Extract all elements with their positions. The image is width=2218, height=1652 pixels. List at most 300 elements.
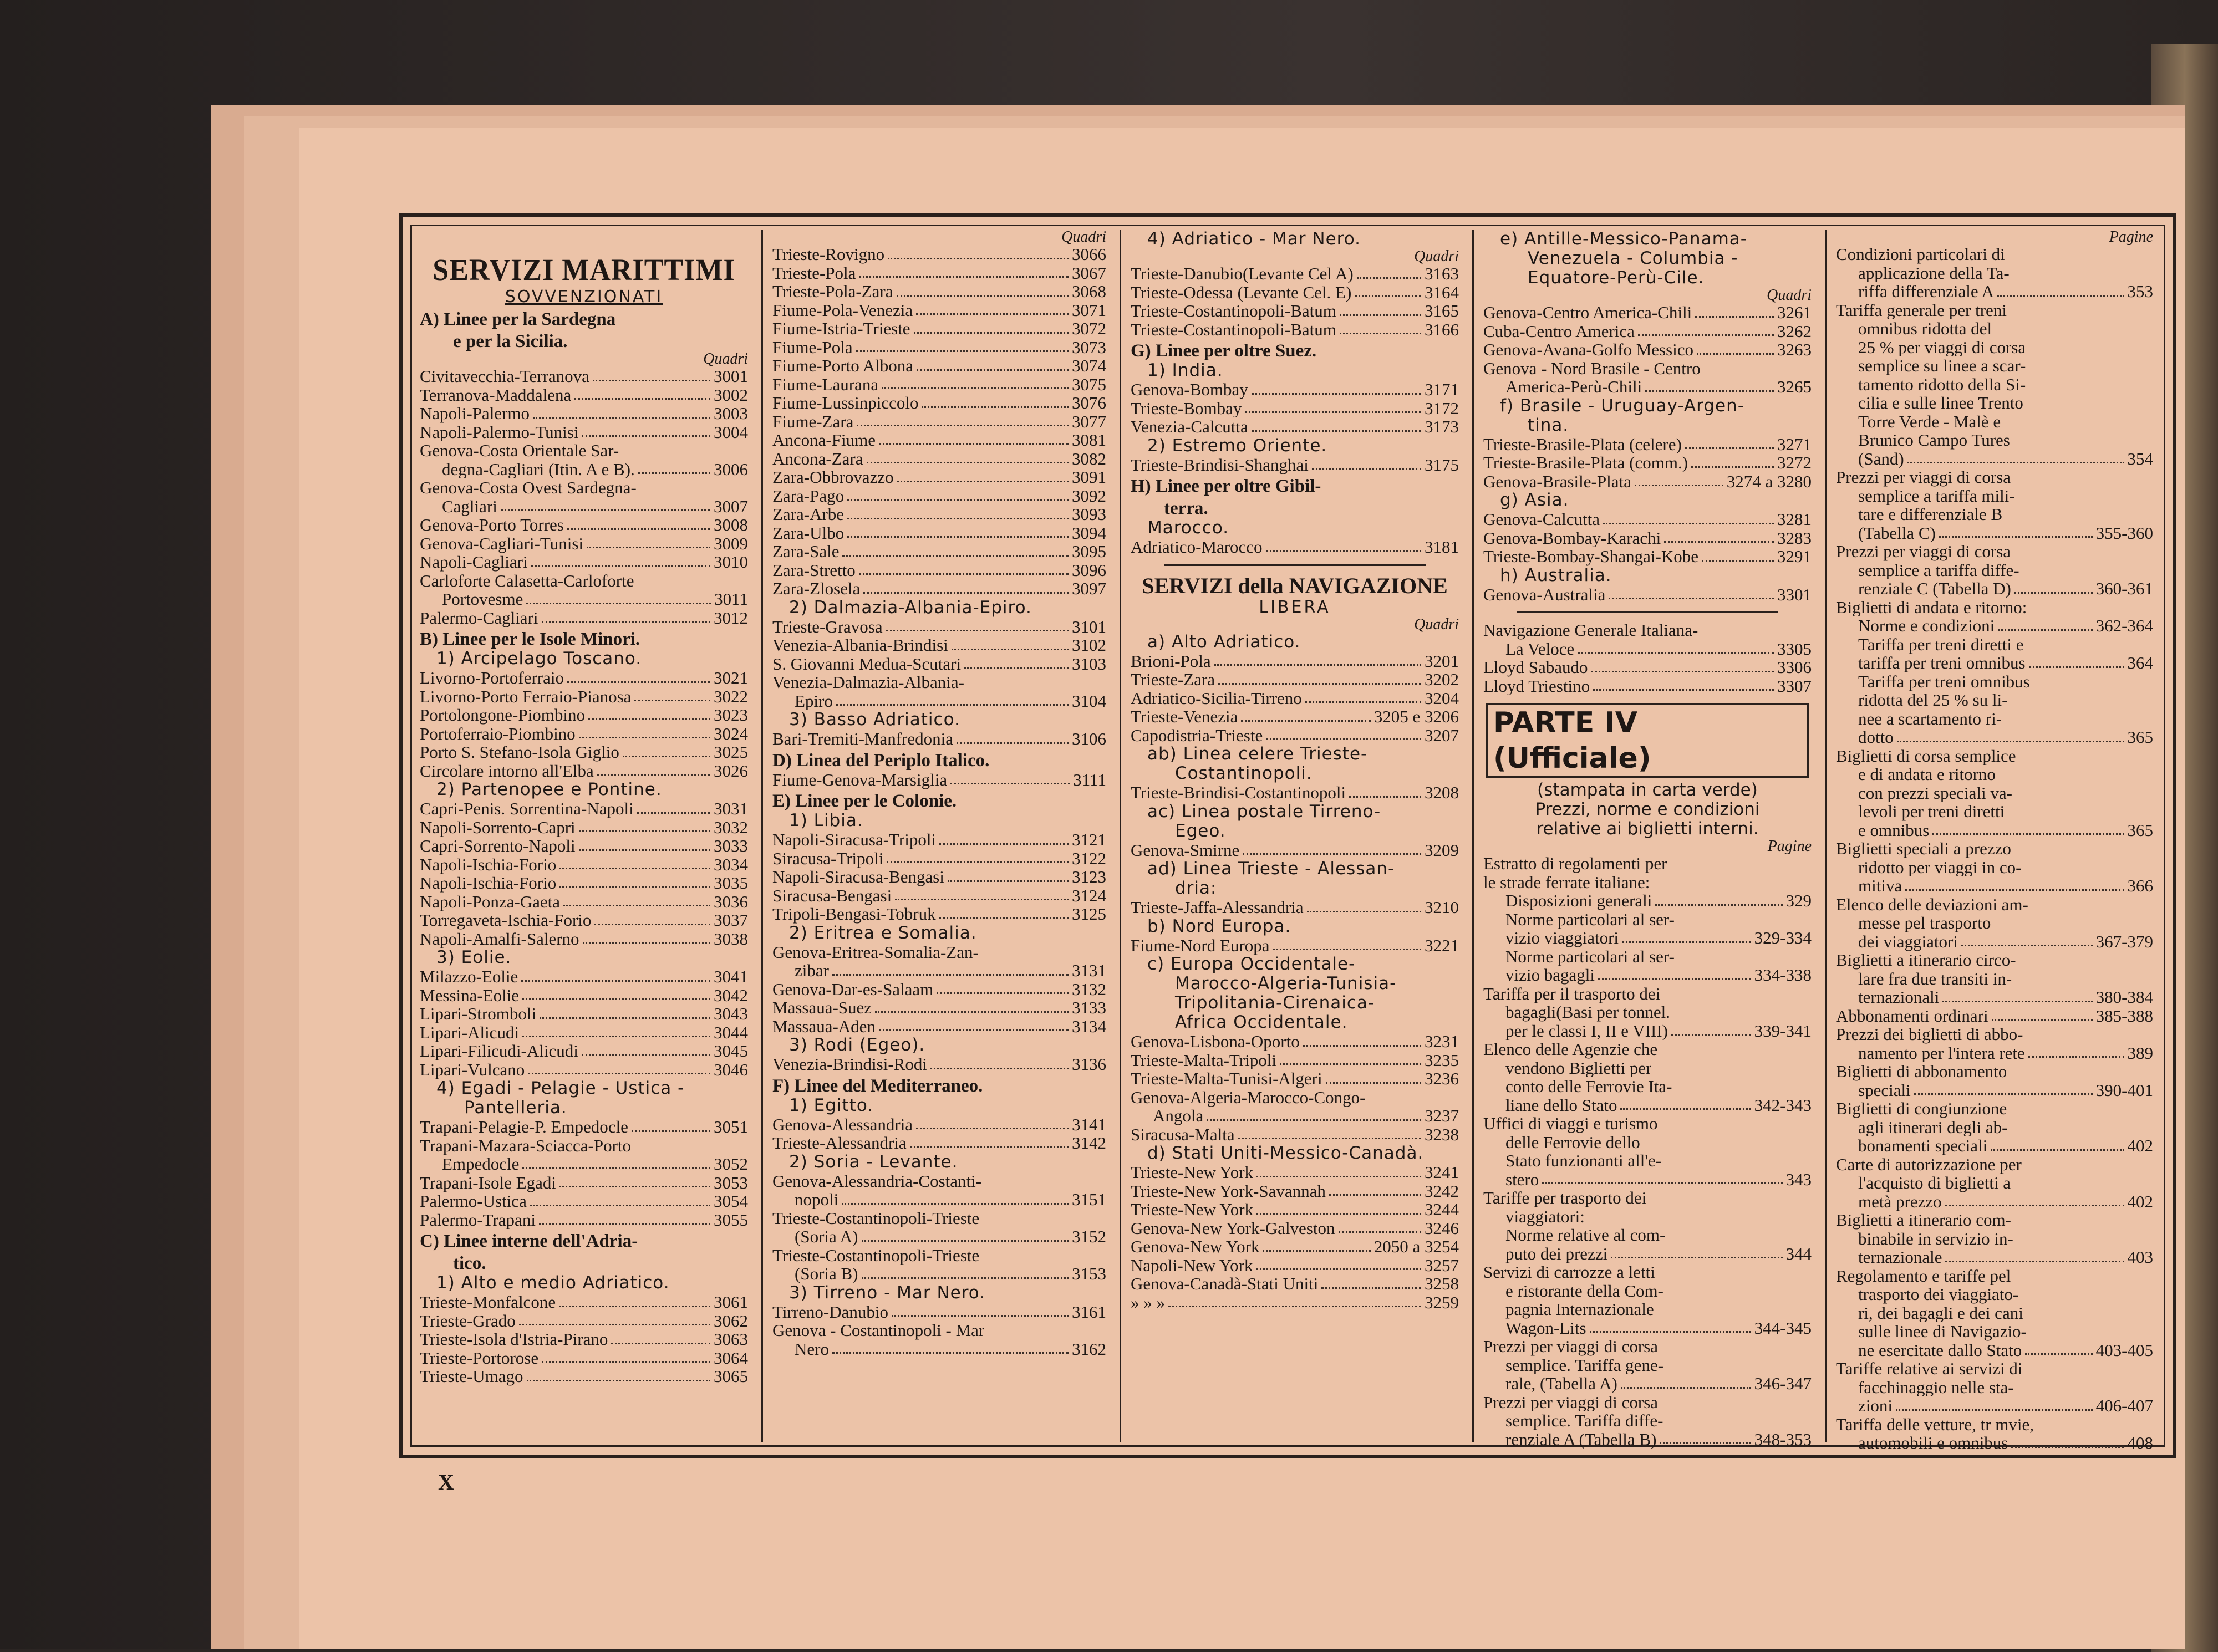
dot-leader [886,630,1069,631]
entry-label: Cuba-Centro America [1483,322,1635,340]
index-entry [772,264,1106,283]
index-entry [420,1192,748,1211]
index-entry [1131,726,1459,745]
index-entry [1836,1322,2153,1341]
entry-label: Genova-Smirne [1131,840,1240,859]
entry-reference-number: 3246 [1425,1218,1459,1237]
dot-leader [530,1205,710,1206]
entry-label: Trieste-Isola d'Istria-Pirano [420,1330,608,1349]
dot-leader [1907,462,2124,463]
entry-reference-number: 3281 [1777,510,1812,529]
entry-label: facchinaggio nelle sta- [1858,1378,2014,1396]
entry-label: Trieste-Monfalcone [420,1293,556,1312]
dot-leader [887,861,1069,863]
entry-reference-number: 3265 [1777,378,1812,396]
entry-reference-number: 3053 [714,1173,748,1192]
index-entry [420,1042,748,1060]
part-title: PARTE IV (Ufficiale) [1486,703,1809,778]
group-heading: D) Linea del Periplo Italico. [772,750,990,771]
entry-label: Trieste-New York-Savannah [1131,1181,1326,1200]
column-header: Quadri [1414,615,1459,633]
entry-reference-number: 3076 [1072,394,1106,412]
index-entry [1483,1003,1812,1022]
index-entry [1483,1300,1812,1319]
entry-label: Napoli-Palermo-Tunisi [420,422,579,441]
dot-leader [593,380,710,381]
index-entry [772,1209,1106,1228]
index-entry [420,1367,748,1386]
entry-reference-number: 3082 [1072,449,1106,468]
entry-reference-number: 362-364 [2095,616,2153,635]
index-entry [1131,283,1459,302]
dot-leader [1591,671,1774,672]
entry-label: Trieste-Umago [420,1367,523,1386]
entry-label: Fiume-Pola-Venezia [772,300,913,319]
entry-label: Genova-Alessandria-Costanti- [772,1171,982,1190]
subgroup-heading: 1) Arcipelago Toscano. [436,649,642,669]
dot-leader [1238,1138,1421,1139]
entry-reference-number: 3101 [1072,617,1106,636]
entry-reference-number: 3031 [714,799,748,818]
subgroup-heading: 3) Tirreno - Mar Nero. [789,1282,986,1303]
entry-label: Genova-Eritrea-Somalia-Zan- [772,942,979,961]
entry-reference-number: 3032 [714,818,748,837]
dot-leader [832,974,1069,976]
index-entry [1836,710,2153,728]
dot-leader [879,443,1069,445]
section-title: SERVIZI della NAVIGAZIONE [1142,573,1448,598]
dot-leader [583,942,710,944]
entry-label: Estratto di regolamenti per [1483,854,1667,873]
index-entry [1131,1200,1459,1219]
entry-reference-number: 3006 [714,460,748,478]
dot-leader [522,1167,710,1169]
entry-reference-number: 3242 [1425,1181,1459,1200]
entry-label: Epiro [795,691,833,710]
entry-reference-number: 3003 [714,404,748,423]
index-entry [1483,1337,1812,1356]
index-entry [1836,1136,2153,1155]
subgroup-heading: f) Brasile - Uruguay-Argen- [1500,395,1744,416]
index-entry [1836,895,2153,914]
entry-reference-number: 3161 [1072,1302,1106,1321]
entry-label: Norme particolari al ser- [1505,910,1675,929]
index-inner-frame [410,225,2165,1452]
dot-leader [1329,1194,1421,1196]
column-header: Pagine [1767,838,1812,855]
column-header: Quadri [1414,248,1459,265]
entry-label: Siracusa-Tripoli [772,849,884,868]
entry-label: Genova-Calcutta [1483,510,1600,529]
entry-label: Trieste-Pola [772,263,856,282]
column-header: Quadri [1061,228,1106,246]
entry-label: Fiume-Porto Albona [772,356,914,375]
column-servizi-marittimi [412,226,756,1445]
subgroup-heading: d) Stati Uniti-Messico-Canadà. [1147,1143,1424,1163]
dot-leader [611,1343,710,1344]
entry-label: Siracusa-Malta [1131,1125,1235,1144]
entry-reference-number: 3046 [714,1060,748,1079]
entry-label: Trapani-Isole Egadi [420,1173,556,1192]
entry-label: Trieste-Costantinopoli-Trieste [772,1246,980,1265]
entry-label: Fiume-Istria-Trieste [772,319,910,338]
dot-leader [1695,316,1774,318]
section-divider [1164,564,1426,566]
dot-leader [1243,853,1421,855]
index-entry [420,837,748,855]
entry-reference-number: 3055 [714,1210,748,1229]
dot-leader [1355,295,1421,297]
index-entry [772,905,1106,924]
entry-reference-number: 3008 [714,516,748,534]
entry-reference-number: 3104 [1072,691,1106,710]
entry-label: Regolamento e tariffe pel [1836,1266,2011,1285]
dot-leader [1598,978,1751,980]
entry-label: Napoli-Ischia-Forio [420,855,557,874]
entry-reference-number: 3171 [1425,380,1459,399]
index-entry [772,830,1106,849]
entry-label: metà prezzo [1858,1192,1942,1211]
entry-reference-number: 3163 [1425,264,1459,283]
index-entry [420,1060,748,1079]
entry-reference-number: 3092 [1072,486,1106,505]
entry-label: Torregaveta-Ischia-Forio [420,911,592,930]
index-entry [1836,1192,2153,1211]
entry-reference-number: 3236 [1425,1069,1459,1088]
index-entry [1836,784,2153,803]
dot-leader [897,481,1069,482]
index-entry [1483,359,1812,378]
subgroup-heading: a) Alto Adriatico. [1147,631,1301,652]
index-entry [1836,1174,2153,1192]
dot-leader [574,398,710,400]
dot-leader [1263,1250,1370,1252]
entry-reference-number: 3209 [1425,840,1459,859]
index-entry [1483,640,1812,659]
dot-leader [1620,1108,1751,1110]
dot-leader [1312,468,1421,470]
dot-leader [1307,911,1421,912]
dot-leader [638,472,710,474]
index-entry [1483,303,1812,322]
entry-label: nee a scartamento ri- [1858,709,2002,728]
index-entry [1131,1237,1459,1256]
index-entry [772,282,1106,301]
dot-leader [1991,1149,2124,1151]
subgroup-heading: ab) Linea celere Trieste- [1147,744,1368,764]
entry-label: Lipari-Filicudi-Alicudi [420,1042,578,1060]
entry-label: Trieste-Zara [1131,670,1215,689]
entry-label: Napoli-Siracusa-Tripoli [772,830,937,849]
entry-label: Fiume-Lussinpiccolo [772,394,919,412]
entry-reference-number: 406-407 [2095,1396,2153,1415]
entry-label: dotto [1858,728,1894,747]
entry-label: messe pel trasporto [1858,914,1991,932]
dot-leader [910,1146,1069,1148]
index-entry [420,967,748,986]
entry-label: renziale C (Tabella D) [1858,579,2011,598]
dot-leader [1280,1063,1421,1065]
index-entry [420,930,748,949]
entry-label: degna-Cagliari (Itin. A e B). [442,460,635,478]
entry-label: e di andata e ritorno [1858,765,1996,784]
index-entry [1836,375,2153,394]
entry-label: Messina-Eolie [420,986,520,1005]
index-entry [1836,672,2153,691]
index-entry [1836,1341,2153,1360]
index-entry [772,998,1106,1017]
entry-label: Trieste-New York [1131,1163,1254,1182]
dot-leader [916,1128,1069,1129]
subgroup-heading: 1) Alto e medio Adriatico. [436,1273,670,1293]
entry-label: Genova - Costantinopoli - Mar [772,1321,985,1340]
dot-leader [1252,430,1421,432]
index-entry [1483,966,1812,985]
entry-label: Trieste-Grado [420,1311,516,1330]
index-frame [399,213,2176,1458]
index-entry [772,868,1106,886]
dot-leader [856,350,1069,352]
entry-label: pagnia Internazionale [1505,1300,1654,1319]
subgroup-heading: Marocco-Algeria-Tunisia- [1175,973,1397,993]
index-entry [772,1172,1106,1191]
index-entry [1483,322,1812,341]
index-entry [772,301,1106,320]
subgroup-heading: 3) Rodi (Egeo). [789,1035,925,1055]
dot-leader [1321,1287,1421,1289]
index-entry [1836,561,2153,580]
subgroup-heading: Costantinopoli. [1175,763,1313,783]
subgroup-heading: g) Asia. [1500,490,1569,510]
dot-leader [1609,598,1774,599]
dot-leader [1645,390,1774,392]
entry-label: Milazzo-Eolie [420,967,518,986]
entry-label: bagagli(Basi per tonnel. [1505,1003,1670,1022]
entry-reference-number: 3106 [1072,730,1106,748]
index-entry [1836,802,2153,821]
entry-label: Tariffe relative ai servizi di [1836,1359,2023,1378]
entry-label: Trieste-Malta-Tunisi-Algeri [1131,1069,1322,1088]
entry-reference-number: 385-388 [2095,1006,2153,1025]
index-entry [1131,380,1459,399]
entry-label: Trieste-Jaffa-Alessandria [1131,898,1304,917]
entry-reference-number: 3271 [1777,435,1812,453]
entry-label: Napoli-Palermo [420,404,530,423]
index-entry [1836,1359,2153,1378]
entry-reference-number: 367-379 [2095,932,2153,951]
dot-leader [567,681,710,683]
subgroup-heading: 1) India. [1147,360,1223,380]
column-separator [761,230,763,1442]
entry-reference-number: 3073 [1072,338,1106,356]
dot-leader [1998,629,2092,631]
dot-leader [1914,1093,2093,1095]
entry-reference-number: 3274 a 3280 [1726,472,1812,491]
subgroup-heading: tina. [1528,415,1569,435]
dot-leader [888,258,1069,259]
index-entry [420,706,748,725]
group-heading: G) Linee per oltre Suez. [1131,341,1317,361]
entry-reference-number: 3164 [1425,283,1459,302]
index-entry [420,1174,748,1192]
entry-label: ne esercitate dallo Stato [1858,1340,2022,1359]
entry-label: Livorno-Porto Ferraio-Pianosa [420,687,632,706]
entry-reference-number: 3064 [714,1348,748,1367]
entry-reference-number: 360-361 [2095,579,2153,598]
subgroup-heading: 2) Soria - Levante. [789,1151,958,1172]
section-subtitle: SOVVENZIONATI [505,287,663,307]
index-entry [1483,1096,1812,1115]
group-heading: e per la Sicilia. [453,332,568,351]
entry-label: Massaua-Suez [772,998,872,1017]
index-entry [1483,1374,1812,1393]
index-entry [1483,1040,1812,1059]
entry-reference-number: 3033 [714,837,748,855]
index-entry [772,1115,1106,1134]
entry-reference-number: 3291 [1777,547,1812,566]
dot-leader [1218,683,1421,685]
index-entry [420,478,748,497]
entry-label: Biglietti a itinerario circo- [1836,951,2016,970]
index-entry [1131,264,1459,283]
column-navigazione-libera [1123,226,1467,1445]
entry-reference-number: 3066 [1072,245,1106,264]
entry-label: Lloyd Sabaudo [1483,658,1588,677]
index-entry [1131,936,1459,955]
entry-label: Circolare intorno all'Elba [420,761,594,780]
subgroup-heading: 4) Adriatico - Mar Nero. [1147,229,1361,249]
entry-label: Capri-Sorrento-Napoli [420,837,576,855]
entry-reference-number: 3263 [1777,340,1812,359]
index-entry [1836,970,2153,988]
dot-leader [1697,353,1774,355]
entry-reference-number: 329 [1785,891,1812,910]
entry-label: Elenco delle Agenzie che [1483,1040,1658,1059]
index-entry [420,1023,748,1042]
entry-label: Trieste-Malta-Tripoli [1131,1051,1276,1069]
entry-label: Trieste-Costantinopoli-Trieste [772,1209,980,1227]
subgroup-heading: ac) Linea postale Tirreno- [1147,801,1381,822]
subgroup-heading: Equatore-Perù-Cile. [1528,268,1705,288]
index-entry [1836,394,2153,412]
entry-label: Fiume-Laurana [772,375,879,394]
entry-label: Adriatico-Marocco [1131,538,1263,557]
index-entry [772,394,1106,412]
dot-leader [522,998,710,1000]
index-entry [1836,635,2153,654]
subgroup-heading: Venezuela - Columbia - [1528,248,1738,268]
entry-label: con prezzi speciali va- [1858,783,2012,802]
subgroup-heading: 3) Eolie. [436,947,512,967]
index-entry [1836,1062,2153,1081]
subgroup-heading: ad) Linea Trieste - Alessan- [1147,859,1395,879]
entry-label: Ancona-Fiume [772,431,876,450]
index-entry [1836,468,2153,487]
entry-reference-number: 3091 [1072,468,1106,487]
entry-label: Napoli-Amalfi-Salerno [420,929,579,948]
entry-reference-number: 334-338 [1754,966,1812,985]
entry-reference-number: 3097 [1072,579,1106,598]
index-entry [1131,456,1459,475]
entry-label: trasporto dei viaggiato- [1858,1285,2019,1304]
entry-label: Napoli-Siracusa-Bengasi [772,868,944,886]
index-entry [1836,1396,2153,1415]
entry-label: Tirreno-Danubio [772,1302,888,1321]
dot-leader [842,1203,1069,1205]
index-entry [1836,505,2153,524]
index-entry [1483,1207,1812,1226]
entry-label: Biglietti di corsa semplice [1836,746,2016,765]
index-entry [772,1321,1106,1340]
entry-label: semplice. Tariffa gene- [1505,1355,1664,1374]
entry-label: Palermo-Trapani [420,1210,536,1229]
entry-label: semplice a tariffa diffe- [1858,560,2019,579]
entry-reference-number: 3002 [714,385,748,404]
index-entry [420,553,748,572]
entry-label: renziale A (Tabella B) [1505,1430,1657,1449]
index-entry [1131,670,1459,689]
index-entry [1131,652,1459,671]
index-entry [1483,947,1812,966]
entry-reference-number: 3011 [714,590,748,609]
index-entry [1483,621,1812,640]
entry-reference-number: 3026 [714,761,748,780]
dot-leader [964,667,1069,669]
dot-leader [897,295,1069,297]
dot-leader [895,899,1069,900]
index-entry [1131,1088,1459,1107]
index-entry [1836,1211,2153,1230]
entry-label: Livorno-Portoferraio [420,669,564,687]
entry-label: Siracusa-Bengasi [772,886,892,905]
dot-leader [1932,833,2124,835]
dot-leader [1897,741,2124,742]
entry-label: semplice. Tariffa diffe- [1505,1411,1664,1430]
entry-label: Tariffa generale per treni [1836,300,2007,319]
part-subtitle: Prezzi, norme e condizioni [1535,799,1760,819]
entry-reference-number: 3123 [1072,868,1106,886]
index-entry [1131,1256,1459,1275]
entry-label: Genova-New York-Galveston [1131,1218,1335,1237]
index-entry [1131,1182,1459,1201]
dot-leader [847,499,1069,501]
index-entry [772,943,1106,962]
entry-label: dei viaggiatori [1858,932,1958,951]
entry-label: delle Ferrovie dello [1505,1133,1640,1151]
entry-label: Prezzi per viaggi di corsa [1483,1393,1659,1411]
index-entry [772,961,1106,980]
entry-reference-number: 3021 [714,669,748,687]
entry-reference-number: 3009 [714,534,748,553]
entry-label: zibar [795,961,829,980]
dot-leader [1168,1306,1421,1307]
index-entry [1836,245,2153,264]
entry-reference-number: 3257 [1425,1256,1459,1274]
entry-label: Prezzi dei biglietti di abbo- [1836,1025,2023,1044]
section-subtitle: LIBERA [1259,597,1331,617]
index-entry [1483,1151,1812,1170]
entry-reference-number: 3258 [1425,1274,1459,1293]
entry-reference-number: 3043 [714,1005,748,1023]
column-separator [1120,230,1121,1442]
entry-reference-number: 3036 [714,892,748,911]
dot-leader [1635,485,1723,486]
dot-leader [1942,1001,2092,1002]
dot-leader [1340,333,1421,334]
dot-leader [836,704,1069,706]
index-entry [1836,1025,2153,1044]
entry-reference-number: 3068 [1072,282,1106,301]
